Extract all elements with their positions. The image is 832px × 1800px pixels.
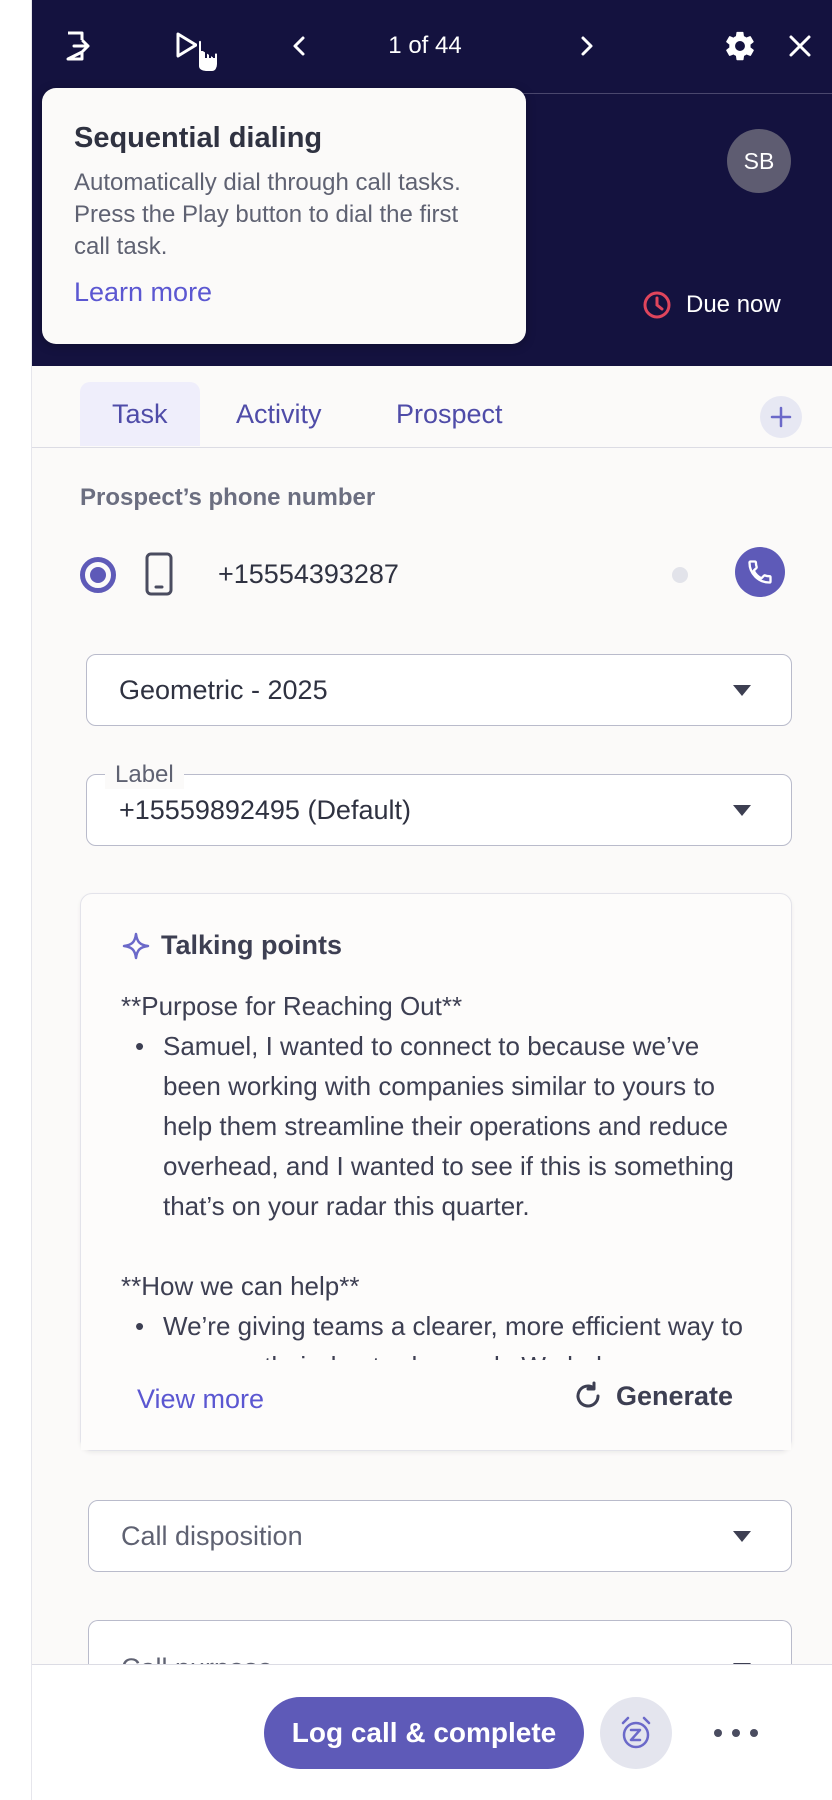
phone-status-dot [672,567,688,583]
tp-bullet: • Samuel, I wanted to connect to because we’ve been working with companies similar to yours to help them streamline their operations and reduce overhead, and I wanted to see if this is something that’s on your radar this quarter. [135,1026,761,1226]
call-disposition-placeholder: Call disposition [121,1520,303,1551]
generate-button[interactable] [572,1380,733,1412]
tab-bar [32,366,832,448]
caller-id-select[interactable] [86,761,792,846]
tp-bullet: • We’re giving teams a clearer, more efficient way to [135,1306,761,1386]
more-options-button[interactable] [714,1713,758,1753]
phone-radio[interactable] [80,557,116,593]
call-disposition-select[interactable] [88,1500,792,1572]
phone-row [80,545,820,605]
tp-section-heading: **Purpose for Reaching Out** [121,991,463,1021]
snooze-alarm-icon [617,1714,655,1752]
learn-more-link[interactable]: Learn more [74,277,213,307]
sequential-dialing-tooltip [42,88,526,344]
snooze-button[interactable] [600,1697,672,1769]
caller-id-label: Label [105,761,184,789]
task-panel [32,0,832,1800]
chevron-down-icon [733,685,751,696]
avatar[interactable]: SB [727,129,791,193]
task-counter: 1 of 44 [388,32,462,59]
gear-icon [723,29,757,63]
sequence-select-value: Geometric - 2025 [119,674,328,705]
caller-id-value: +15559892495 (Default) [119,794,411,825]
play-icon[interactable] [166,24,226,76]
tab-activity[interactable]: Activity [236,398,322,429]
close-icon [787,33,813,59]
phone-section-label: Prospect’s phone number [80,484,376,511]
tooltip-title: Sequential dialing [74,122,323,154]
more-dots-icon [714,1729,722,1737]
talking-points-card [80,893,792,1451]
next-task-button[interactable] [568,26,604,66]
tp-section-heading: **How we can help** [121,1271,360,1301]
tab-prospect[interactable]: Prospect [396,398,503,429]
tooltip-body: Automatically dial through call tasks. Press the Play button to dial the first call task. [74,169,461,260]
sequence-select[interactable] [86,654,792,726]
settings-button[interactable] [718,24,762,68]
chevron-down-icon [733,1531,751,1542]
previous-task-button[interactable] [282,26,318,66]
clock-icon [642,290,672,320]
generate-label: Generate [615,1380,733,1411]
background-window-edge [0,0,32,1800]
tab-task[interactable]: Task [80,382,200,446]
due-status [642,290,781,320]
close-button[interactable] [780,26,820,66]
call-button[interactable] [735,547,785,597]
talking-points-footer [81,1360,791,1450]
add-tab-button[interactable] [760,396,802,438]
view-more-link[interactable]: View more [137,1384,265,1414]
exit-icon[interactable] [58,24,98,68]
mobile-phone-icon [142,551,176,602]
refresh-icon [572,1380,604,1412]
action-bar [32,1664,832,1800]
plus-icon [770,406,792,428]
chevron-right-icon [576,34,596,58]
phone-icon [746,558,774,586]
due-label: Due now [686,291,781,318]
sparkle-icon [121,931,151,961]
phone-number: +15554393287 [218,559,399,589]
chevron-left-icon [290,34,310,58]
chevron-down-icon [733,805,751,816]
talking-points-header [121,930,342,961]
task-header [32,0,832,366]
log-call-complete-button[interactable]: Log call & complete [264,1697,584,1769]
talking-points-content [121,986,761,1346]
talking-points-title: Talking points [161,930,342,960]
